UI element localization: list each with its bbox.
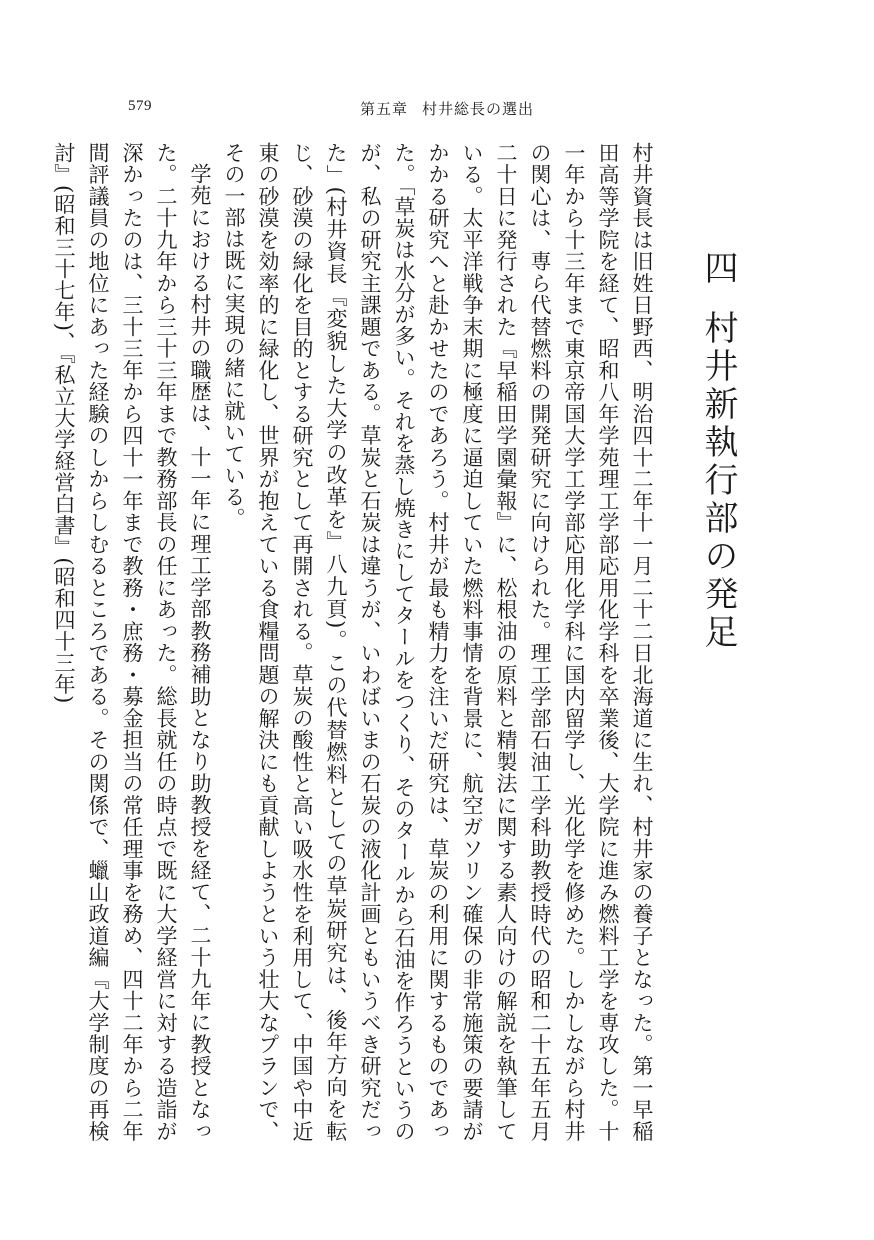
section-title: 村井新執行部の発足 xyxy=(698,310,738,652)
chapter-label: 第五章 xyxy=(360,100,409,118)
page-number: 579 xyxy=(128,98,152,114)
paragraph: 村井資長は旧姓日野西、明治四十二年十一月二十二日北海道に生れ、村井家の養子となった。第一早稲田高等学院を経て、昭和八年学苑理工学部応用化学科を卒業後、大学院に進み燃料工学を専攻した。十一年から十三年まで東京帝国大学工学部応用化学科に国内留学し、光化学を修めた。しかしながら村井の関心は、専ら代替燃料の開発研究に向けられた。理工学部石油工学科助教授時代の昭和二十五年五月二十日に発行された『早稲田学園彙報』に、松根油の原料と精製法に関する素人向けの解説を執筆している。太平洋戦争末期に極度に逼迫していた燃料事情を背景に、航空ガソリン確保の非常施策の要請がかかる研究へと赴かせたのであろう。村井が最も精力を注いだ研究は、草炭の利用に関するものであった。「草炭は水分が多い。それを蒸し焼きにしてタールをつくり、そのタールから石油を作ろうというのが、私の研究主課題である。草炭と石炭は違うが、いわばいまの石炭の液化計画ともいうべき研究だった」(村井資長『変貌した大学の改革を』八九頁)。この代替燃料としての草炭研究は、後年方向を転じ、砂漠の緑化を目的とする研究として再開される。草炭の酸性と高い吸水性を利用して、中国や中近東の砂漠を効率的に緑化し、世界が抱えている食糧問題の解決にも貢献しようという壮大なプランで、その一部は既に実現の緒に就いている。 xyxy=(222,142,654,1143)
chapter-title: 村井総長の選出 xyxy=(422,100,535,118)
running-head xyxy=(360,98,534,119)
paragraph: 学苑における村井の職歴は、十一年に理工学部教務補助となり助教授を経て、二十九年に教授となった。二十九年から三十三年まで教務部長の任にあった。総長就任の時点で既に大学経営に対する造詣が深かったのは、三十三年から四十一年まで教務・庶務・募金担当の常任理事を務め、四十二年から二年間評議員の地位にあった経験のしからしむるところである。その関係で、蠟山政道編『大学制度の再検討』(昭和三十七年)、『私立大学経営白書』(昭和四十三年) xyxy=(52,142,212,1143)
body-text xyxy=(47,142,659,1142)
section-number: 四 xyxy=(698,250,738,288)
section-heading xyxy=(698,250,738,652)
